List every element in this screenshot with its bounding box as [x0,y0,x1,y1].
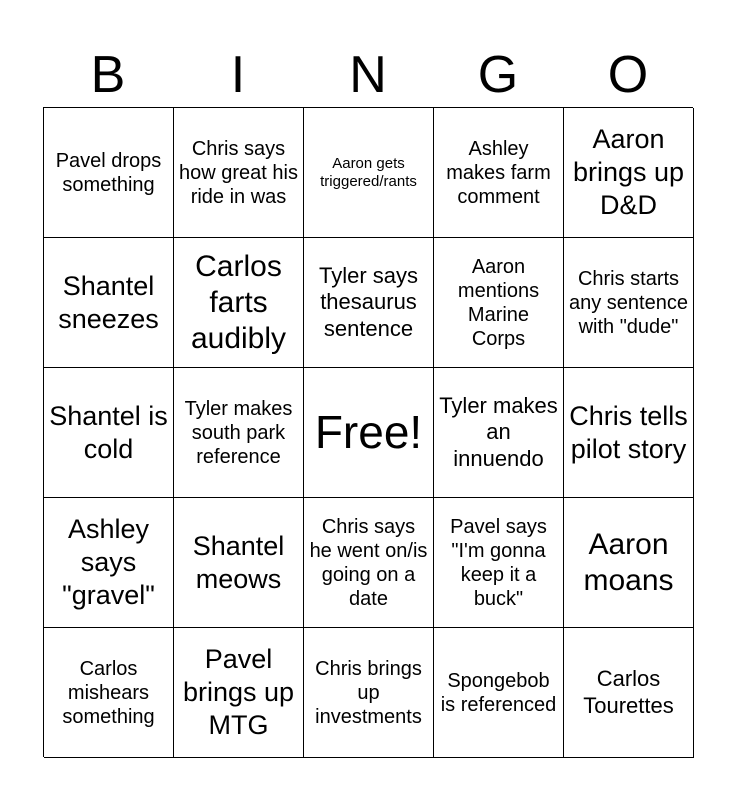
bingo-cell[interactable] [174,368,304,498]
bingo-cell[interactable] [434,368,564,498]
free-cell[interactable] [304,368,434,498]
bingo-cell-text: Aaron gets triggered/rants [320,154,417,190]
bingo-cell[interactable] [564,498,694,628]
bingo-cell-text: Chris brings up investments [315,657,422,728]
bingo-cell-text: Pavel brings up MTG [182,644,295,740]
bingo-cell-text: Ashley makes farm comment [446,137,551,208]
bingo-cell[interactable] [44,238,174,368]
bingo-cell-text: Carlos farts audibly [190,249,287,355]
bingo-cell[interactable] [564,238,694,368]
bingo-cell[interactable] [174,238,304,368]
bingo-cell[interactable] [174,108,304,238]
header-letter-g: G [477,46,519,104]
bingo-cell-text: Tyler says thesaurus sentence [318,262,419,341]
bingo-cell[interactable] [564,108,694,238]
bingo-cell-text: Aaron brings up D&D [572,124,685,220]
header-letter-i: I [230,46,246,104]
bingo-cell-text: Carlos Tourettes [583,666,674,718]
bingo-cell-text: Aaron mentions Marine Corps [457,255,540,350]
bingo-cell-text: Chris tells pilot story [569,400,688,464]
bingo-cell[interactable] [304,628,434,758]
bingo-card [43,107,693,757]
bingo-cell[interactable] [564,368,694,498]
bingo-cell[interactable] [174,628,304,758]
bingo-cell-text: Chris says how great his ride in was [179,137,298,208]
free-cell-text: Free! [314,405,423,458]
bingo-header [43,44,693,106]
bingo-cell-text: Shantel is cold [49,400,168,464]
bingo-cell[interactable] [434,238,564,368]
bingo-cell-text: Chris starts any sentence with "dude" [569,267,688,338]
bingo-cell[interactable] [434,628,564,758]
header-letter-o: O [607,46,649,104]
bingo-cell-text: Shantel sneezes [58,270,159,334]
bingo-cell-text: Tyler makes south park reference [184,397,293,468]
bingo-cell[interactable] [44,498,174,628]
bingo-cell-text: Chris says he went on/is going on a date [309,515,428,610]
bingo-cell-text: Aaron moans [583,527,674,597]
header-letter-n: N [349,46,387,104]
bingo-cell-text: Pavel says "I'm gonna keep it a buck" [450,515,547,610]
bingo-cell[interactable] [434,498,564,628]
bingo-cell[interactable] [44,108,174,238]
bingo-cell[interactable] [434,108,564,238]
bingo-cell-text: Tyler makes an innuendo [439,392,558,471]
header-letter-b: B [90,46,126,104]
bingo-cell[interactable] [304,108,434,238]
bingo-cell-text: Carlos mishears something [62,657,155,728]
bingo-cell-text: Pavel drops something [55,149,162,196]
bingo-cell-text: Shantel meows [192,530,285,594]
bingo-cell[interactable] [304,238,434,368]
bingo-cell[interactable] [564,628,694,758]
bingo-cell[interactable] [44,368,174,498]
bingo-cell[interactable] [44,628,174,758]
bingo-cell[interactable] [304,498,434,628]
bingo-cell[interactable] [174,498,304,628]
bingo-cell-text: Ashley says "gravel" [62,514,155,610]
bingo-cell-text: Spongebob is referenced [440,669,557,716]
